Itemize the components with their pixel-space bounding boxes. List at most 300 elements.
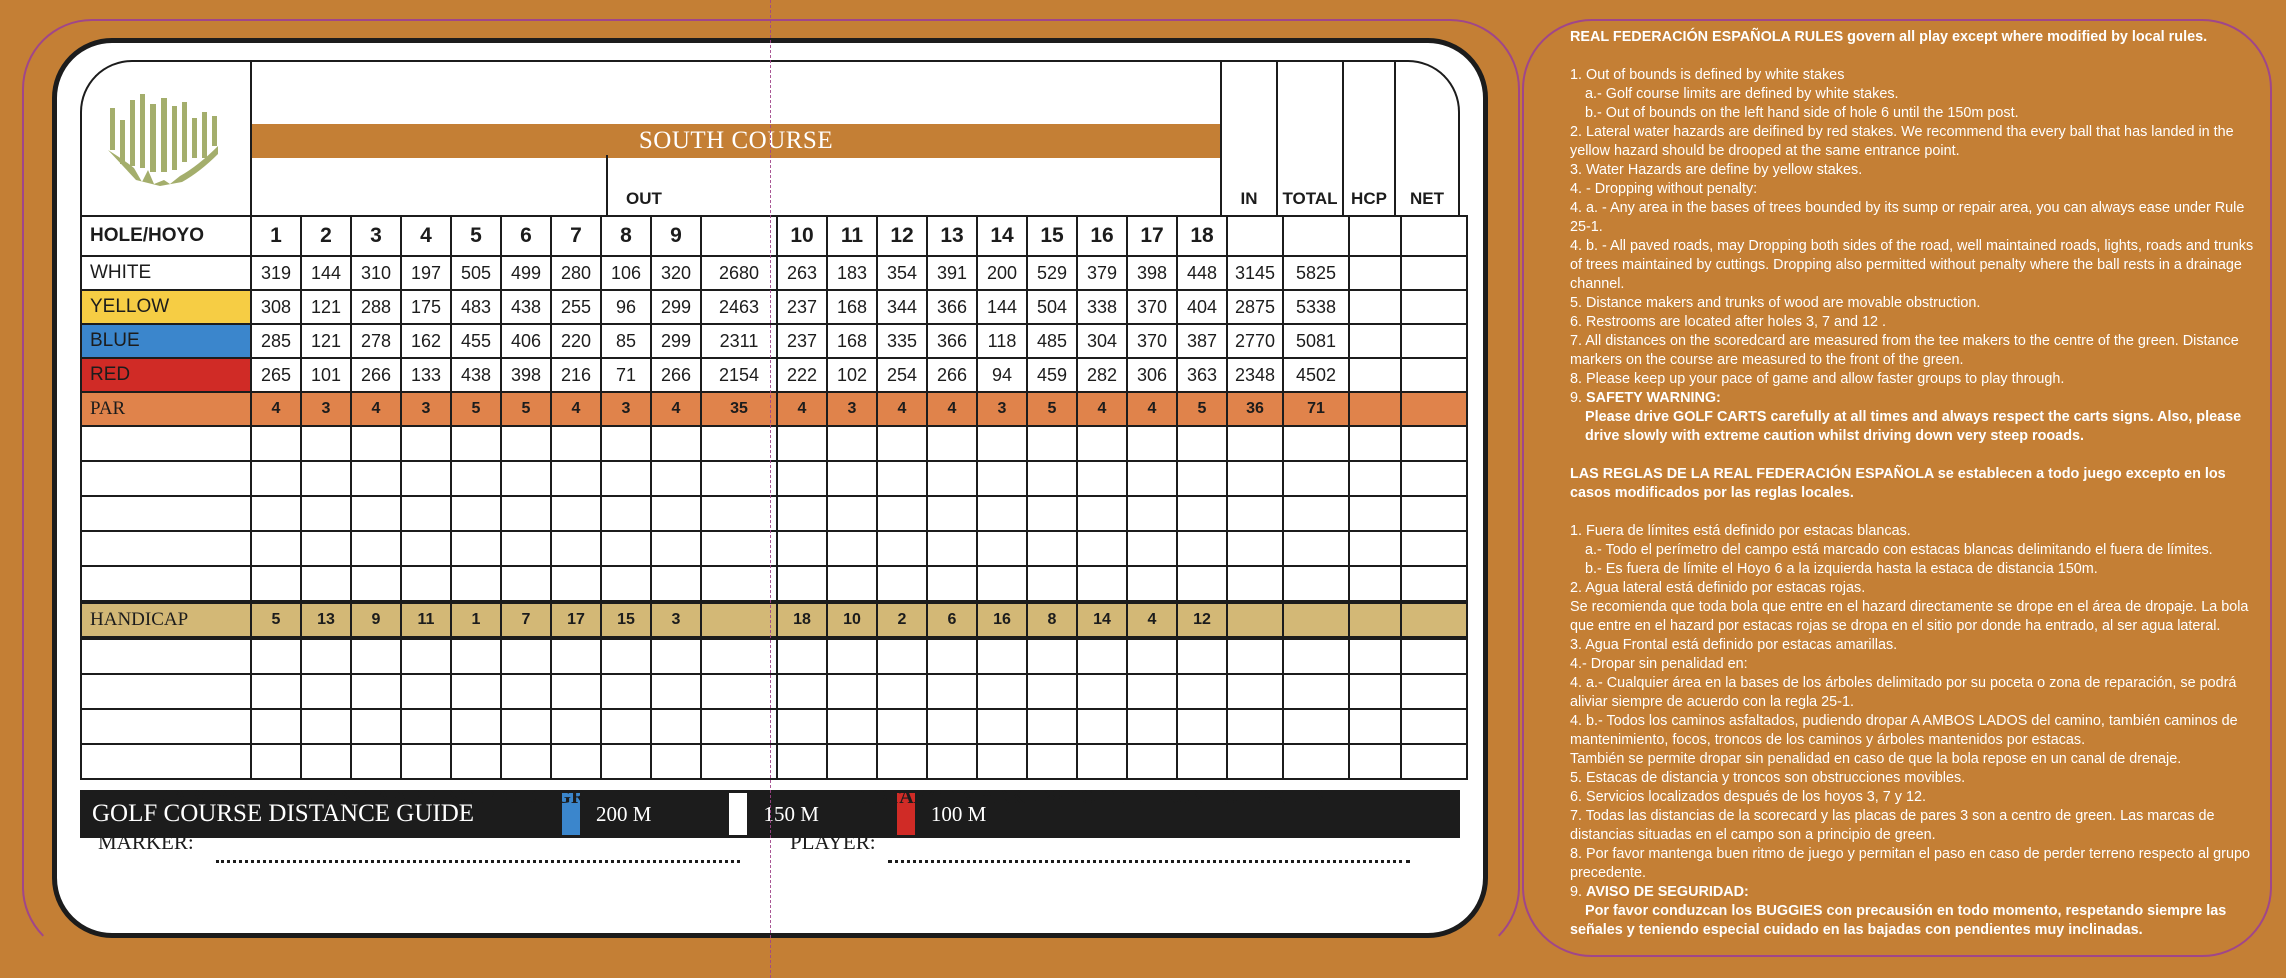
player-signature-line[interactable] — [888, 860, 1410, 863]
distance-cell: 288 — [351, 290, 401, 324]
distance-cell: 366 — [927, 290, 977, 324]
score-entry-cell[interactable] — [1177, 461, 1227, 496]
score-entry-cell[interactable] — [651, 709, 701, 744]
score-entry-cell[interactable] — [977, 674, 1027, 709]
score-entry-cell[interactable] — [351, 709, 401, 744]
score-entry-cell[interactable] — [977, 496, 1027, 531]
score-entry-cell[interactable] — [351, 638, 401, 674]
score-entry-cell[interactable] — [1401, 638, 1467, 674]
score-entry-cell[interactable] — [977, 744, 1027, 779]
score-entry-cell[interactable] — [501, 496, 551, 531]
par-cell: 3 — [301, 392, 351, 426]
score-entry-cell[interactable] — [1283, 426, 1349, 461]
score-entry-cell[interactable] — [1127, 496, 1177, 531]
score-entry-cell[interactable] — [251, 461, 301, 496]
distance-cell: 529 — [1027, 256, 1077, 290]
score-entry-cell[interactable] — [827, 461, 877, 496]
score-entry-cell[interactable] — [1227, 496, 1283, 531]
score-entry-cell[interactable] — [777, 426, 827, 461]
score-entry-cell[interactable] — [551, 426, 601, 461]
score-entry-cell[interactable] — [551, 709, 601, 744]
score-entry-cell[interactable] — [501, 709, 551, 744]
score-entry-cell[interactable] — [301, 674, 351, 709]
distance-cell: 265 — [251, 358, 301, 392]
score-entry-cell[interactable] — [827, 744, 877, 779]
distance-cell: 379 — [1077, 256, 1127, 290]
score-entry-cell[interactable] — [1027, 744, 1077, 779]
handicap-cell: 9 — [351, 602, 401, 638]
score-entry-cell[interactable] — [1027, 709, 1077, 744]
score-entry-cell[interactable] — [451, 744, 501, 779]
score-entry-cell[interactable] — [251, 638, 301, 674]
score-entry-cell[interactable] — [651, 674, 701, 709]
score-entry-cell[interactable] — [451, 638, 501, 674]
score-entry-cell[interactable] — [501, 674, 551, 709]
distance-cell: 338 — [1077, 290, 1127, 324]
score-entry-cell[interactable] — [927, 531, 977, 566]
footer-heading-en: DISTANCE MARKERS TO THE FRONT OF GREEN — [854, 786, 1326, 808]
player-score-row — [81, 638, 1467, 674]
rule-item: También se permite dropar sin penalidad en caso de que la bola repose en un canal de drenaje. — [1570, 751, 2182, 767]
out-total: 2463 — [701, 290, 777, 324]
distance-cell: 255 — [551, 290, 601, 324]
hole-number: 18 — [1177, 216, 1227, 256]
score-entry-cell[interactable] — [651, 461, 701, 496]
score-entry-cell[interactable] — [1177, 674, 1227, 709]
distance-cell: 438 — [501, 290, 551, 324]
footer-heading-es: MARCAS DE DISTANCIA A PRINCIPIO DE GREEN — [153, 786, 627, 808]
distance-cell: 483 — [451, 290, 501, 324]
player-name-cell[interactable] — [81, 461, 251, 496]
score-entry-cell[interactable] — [501, 426, 551, 461]
in-total: 3145 — [1227, 256, 1283, 290]
score-entry-cell[interactable] — [251, 496, 301, 531]
player-name-cell[interactable] — [81, 638, 251, 674]
score-entry-cell[interactable] — [1349, 496, 1401, 531]
score-entry-cell[interactable] — [401, 744, 451, 779]
distance-cell: 387 — [1177, 324, 1227, 358]
score-entry-cell[interactable] — [301, 496, 351, 531]
score-entry-cell[interactable] — [651, 531, 701, 566]
par-cell: 4 — [251, 392, 301, 426]
score-entry-cell[interactable] — [877, 496, 927, 531]
score-entry-cell[interactable] — [877, 709, 927, 744]
score-entry-cell[interactable] — [551, 496, 601, 531]
score-entry-cell[interactable] — [1227, 638, 1283, 674]
score-entry-cell[interactable] — [1027, 426, 1077, 461]
score-entry-cell[interactable] — [601, 709, 651, 744]
score-entry-cell[interactable] — [827, 674, 877, 709]
score-entry-cell[interactable] — [1401, 709, 1467, 744]
score-entry-cell[interactable] — [877, 461, 927, 496]
score-entry-cell[interactable] — [1283, 461, 1349, 496]
score-entry-cell[interactable] — [1077, 744, 1127, 779]
score-entry-cell[interactable] — [451, 426, 501, 461]
score-entry-cell[interactable] — [251, 709, 301, 744]
par-cell: 5 — [451, 392, 501, 426]
distance-cell: 344 — [877, 290, 927, 324]
score-entry-cell[interactable] — [701, 531, 777, 566]
rule-item: a.- Golf course limits are defined by white stakes. — [1585, 86, 1899, 102]
score-entry-cell[interactable] — [877, 744, 927, 779]
score-entry-cell[interactable] — [501, 638, 551, 674]
player-score-row — [81, 531, 1467, 566]
score-entry-cell[interactable] — [1349, 566, 1401, 602]
score-entry-cell[interactable] — [351, 566, 401, 602]
score-entry-cell[interactable] — [1283, 566, 1349, 602]
score-entry-cell[interactable] — [301, 566, 351, 602]
summary-cell — [1401, 216, 1467, 256]
score-entry-cell[interactable] — [1177, 566, 1227, 602]
score-entry-cell[interactable] — [1283, 638, 1349, 674]
player-name-cell[interactable] — [81, 744, 251, 779]
distance-cell: 121 — [301, 324, 351, 358]
tee-row-red — [81, 358, 1467, 392]
score-entry-cell[interactable] — [1177, 744, 1227, 779]
score-entry-cell[interactable] — [551, 461, 601, 496]
score-entry-cell[interactable] — [1077, 496, 1127, 531]
score-entry-cell[interactable] — [601, 426, 651, 461]
score-entry-cell[interactable] — [1283, 674, 1349, 709]
score-entry-cell[interactable] — [1227, 674, 1283, 709]
score-entry-cell[interactable] — [401, 426, 451, 461]
score-entry-cell[interactable] — [401, 638, 451, 674]
score-entry-cell[interactable] — [1127, 461, 1177, 496]
score-entry-cell[interactable] — [351, 531, 401, 566]
score-entry-cell[interactable] — [877, 638, 927, 674]
score-entry-cell[interactable] — [351, 674, 401, 709]
rule-item: 7. All distances on the scoredcard are measured from the tee makers to the centre of the green. Distance markers on the course are measured to the front of the green. — [1570, 333, 2239, 368]
score-entry-cell[interactable] — [977, 709, 1027, 744]
handicap-out — [701, 602, 777, 638]
distance-cell: 222 — [777, 358, 827, 392]
score-entry-cell[interactable] — [301, 461, 351, 496]
score-entry-cell[interactable] — [501, 566, 551, 602]
hole-number: 16 — [1077, 216, 1127, 256]
hole-number: 2 — [301, 216, 351, 256]
handicap-cell: 13 — [301, 602, 351, 638]
score-entry-cell[interactable] — [977, 461, 1027, 496]
score-entry-cell[interactable] — [1401, 674, 1467, 709]
score-entry-cell[interactable] — [827, 531, 877, 566]
score-entry-cell[interactable] — [451, 566, 501, 602]
distance-guide-title: GOLF COURSE DISTANCE GUIDE — [92, 800, 475, 827]
score-entry-cell[interactable] — [1349, 531, 1401, 566]
score-entry-cell[interactable] — [1177, 496, 1227, 531]
score-entry-cell[interactable] — [877, 674, 927, 709]
handicap-cell: 11 — [401, 602, 451, 638]
out-total: 2154 — [701, 358, 777, 392]
player-name-cell[interactable] — [81, 531, 251, 566]
score-entry-cell[interactable] — [401, 674, 451, 709]
score-entry-cell[interactable] — [1349, 744, 1401, 779]
score-entry-cell[interactable] — [827, 496, 877, 531]
player-name-cell[interactable] — [81, 496, 251, 531]
score-entry-cell[interactable] — [601, 531, 651, 566]
score-entry-cell[interactable] — [651, 638, 701, 674]
score-entry-cell[interactable] — [977, 531, 1027, 566]
score-entry-cell[interactable] — [301, 426, 351, 461]
score-entry-cell[interactable] — [1077, 531, 1127, 566]
score-entry-cell[interactable] — [551, 744, 601, 779]
score-entry-cell[interactable] — [601, 566, 651, 602]
score-entry-cell[interactable] — [1349, 709, 1401, 744]
score-entry-cell[interactable] — [1027, 531, 1077, 566]
rule-item: 7. Todas las distancias de la scorecard y las placas de pares 3 son a centro de green. Las marcas de distancias situadas en el campo son a principio de green. — [1570, 808, 2215, 843]
score-entry-cell[interactable] — [1127, 426, 1177, 461]
handicap-cell: 8 — [1027, 602, 1077, 638]
score-entry-cell[interactable] — [601, 744, 651, 779]
score-entry-cell[interactable] — [601, 674, 651, 709]
score-entry-cell[interactable] — [1227, 531, 1283, 566]
grand-total: 5825 — [1283, 256, 1349, 290]
rules-en-list — [1570, 66, 2260, 389]
score-entry-cell[interactable] — [927, 674, 977, 709]
score-entry-cell[interactable] — [1283, 531, 1349, 566]
score-entry-cell[interactable] — [501, 744, 551, 779]
score-entry-cell[interactable] — [927, 709, 977, 744]
score-entry-cell[interactable] — [827, 638, 877, 674]
score-entry-cell[interactable] — [977, 426, 1027, 461]
score-entry-cell[interactable] — [1401, 496, 1467, 531]
distance-cell: 71 — [601, 358, 651, 392]
rules-en-title-rest: govern all play except where modified by local rules. — [1843, 29, 2208, 45]
score-entry-cell[interactable] — [701, 709, 777, 744]
score-entry-cell[interactable] — [1227, 566, 1283, 602]
score-entry-cell[interactable] — [1027, 638, 1077, 674]
rules-en-safety — [1570, 389, 2260, 408]
distance-cell: 94 — [977, 358, 1027, 392]
score-entry-cell[interactable] — [701, 566, 777, 602]
distance-cell: 266 — [351, 358, 401, 392]
score-entry-cell[interactable] — [777, 496, 827, 531]
score-entry-cell[interactable] — [251, 426, 301, 461]
score-entry-cell[interactable] — [777, 674, 827, 709]
rule-item: 3. Water Hazards are define by yellow stakes. — [1570, 162, 1863, 178]
score-entry-cell[interactable] — [451, 674, 501, 709]
distance-cell: 354 — [877, 256, 927, 290]
score-entry-cell[interactable] — [551, 566, 601, 602]
score-entry-cell[interactable] — [1027, 674, 1077, 709]
score-entry-cell[interactable] — [1127, 531, 1177, 566]
tee-label: YELLOW — [81, 290, 251, 324]
score-entry-cell[interactable] — [551, 531, 601, 566]
score-entry-cell[interactable] — [301, 709, 351, 744]
score-entry-cell[interactable] — [1401, 531, 1467, 566]
score-entry-cell[interactable] — [701, 744, 777, 779]
distance-cell: 278 — [351, 324, 401, 358]
score-entry-cell[interactable] — [927, 461, 977, 496]
score-entry-cell[interactable] — [351, 426, 401, 461]
score-entry-cell[interactable] — [1401, 461, 1467, 496]
score-entry-cell[interactable] — [1077, 674, 1127, 709]
score-entry-cell[interactable] — [701, 426, 777, 461]
score-entry-cell[interactable] — [1127, 638, 1177, 674]
score-entry-cell[interactable] — [1077, 461, 1127, 496]
score-entry-cell[interactable] — [877, 426, 927, 461]
score-entry-cell[interactable] — [777, 531, 827, 566]
score-entry-cell[interactable] — [1177, 638, 1227, 674]
handicap-row — [81, 602, 1467, 638]
hole-number: 6 — [501, 216, 551, 256]
rules-en-safety-number: 9. — [1570, 390, 1586, 406]
hole-number: 12 — [877, 216, 927, 256]
score-entry-cell[interactable] — [651, 566, 701, 602]
score-entry-cell[interactable] — [1027, 496, 1077, 531]
score-entry-cell[interactable] — [1401, 426, 1467, 461]
summary-cell — [1283, 602, 1349, 638]
score-entry-cell[interactable] — [1349, 674, 1401, 709]
score-entry-cell[interactable] — [1177, 531, 1227, 566]
score-entry-cell[interactable] — [451, 496, 501, 531]
player-label: PLAYER: — [790, 830, 876, 854]
score-entry-cell[interactable] — [401, 496, 451, 531]
in-total: 2770 — [1227, 324, 1283, 358]
score-entry-cell[interactable] — [1027, 566, 1077, 602]
player-score-row — [81, 709, 1467, 744]
score-entry-cell[interactable] — [601, 496, 651, 531]
score-entry-cell[interactable] — [1349, 461, 1401, 496]
score-entry-cell[interactable] — [251, 566, 301, 602]
score-entry-cell[interactable] — [877, 566, 927, 602]
distance-cell: 266 — [651, 358, 701, 392]
score-entry-cell[interactable] — [977, 638, 1027, 674]
par-in: 36 — [1227, 392, 1283, 426]
rules-en-safety-body: Please drive GOLF CARTS carefully at all times and always respect the carts signs. Also, please drive slowly with extreme caution whilst driving down very steep rooads. — [1585, 409, 2242, 444]
player-name-cell[interactable] — [81, 709, 251, 744]
score-table — [80, 215, 1468, 780]
score-entry-cell[interactable] — [501, 461, 551, 496]
distance-cell: 133 — [401, 358, 451, 392]
marker-label: MARKER: — [98, 830, 194, 854]
score-entry-cell[interactable] — [777, 461, 827, 496]
score-entry-cell[interactable] — [251, 744, 301, 779]
score-entry-cell[interactable] — [1401, 744, 1467, 779]
score-entry-cell[interactable] — [251, 531, 301, 566]
score-entry-cell[interactable] — [401, 461, 451, 496]
score-entry-cell[interactable] — [1227, 461, 1283, 496]
score-entry-cell[interactable] — [877, 531, 927, 566]
score-entry-cell[interactable] — [551, 638, 601, 674]
score-entry-cell[interactable] — [401, 709, 451, 744]
score-entry-cell[interactable] — [1177, 426, 1227, 461]
score-entry-cell[interactable] — [451, 461, 501, 496]
score-entry-cell[interactable] — [451, 531, 501, 566]
distance-cell: 285 — [251, 324, 301, 358]
score-entry-cell[interactable] — [1127, 674, 1177, 709]
score-entry-cell[interactable] — [551, 674, 601, 709]
score-entry-cell[interactable] — [927, 496, 977, 531]
score-entry-cell[interactable] — [1283, 496, 1349, 531]
rule-item: 5. Distance makers and trunks of wood are movable obstruction. — [1570, 295, 1981, 311]
score-entry-cell[interactable] — [701, 461, 777, 496]
score-entry-cell[interactable] — [1227, 744, 1283, 779]
score-entry-cell[interactable] — [1027, 461, 1077, 496]
score-entry-cell[interactable] — [777, 638, 827, 674]
score-entry-cell[interactable] — [1077, 709, 1127, 744]
score-entry-cell[interactable] — [701, 496, 777, 531]
score-entry-cell[interactable] — [251, 674, 301, 709]
score-entry-cell[interactable] — [651, 426, 701, 461]
score-entry-cell[interactable] — [451, 709, 501, 744]
score-entry-cell[interactable] — [1227, 709, 1283, 744]
net-cell — [1401, 358, 1467, 392]
score-entry-cell[interactable] — [351, 496, 401, 531]
distance-cell: 220 — [551, 324, 601, 358]
score-entry-cell[interactable] — [777, 744, 827, 779]
score-entry-cell[interactable] — [927, 744, 977, 779]
distance-cell: 197 — [401, 256, 451, 290]
score-entry-cell[interactable] — [927, 426, 977, 461]
score-entry-cell[interactable] — [1401, 566, 1467, 602]
score-entry-cell[interactable] — [1077, 638, 1127, 674]
par-cell: 5 — [1027, 392, 1077, 426]
score-entry-cell[interactable] — [301, 744, 351, 779]
rule-item: 4.- Dropar sin penalidad en: — [1570, 656, 1748, 672]
score-entry-cell[interactable] — [401, 531, 451, 566]
score-entry-cell[interactable] — [777, 566, 827, 602]
par-cell: 3 — [827, 392, 877, 426]
score-entry-cell[interactable] — [501, 531, 551, 566]
score-entry-cell[interactable] — [777, 709, 827, 744]
score-entry-cell[interactable] — [927, 566, 977, 602]
score-entry-cell[interactable] — [301, 531, 351, 566]
marker-signature-line[interactable] — [216, 860, 740, 863]
distance-cell: 308 — [251, 290, 301, 324]
score-entry-cell[interactable] — [351, 744, 401, 779]
score-entry-cell[interactable] — [601, 638, 651, 674]
score-entry-cell[interactable] — [827, 426, 877, 461]
marker-label-100: 100 M — [930, 801, 987, 826]
player-name-cell[interactable] — [81, 566, 251, 602]
score-entry-cell[interactable] — [927, 638, 977, 674]
score-entry-cell[interactable] — [977, 566, 1027, 602]
score-entry-cell[interactable] — [651, 744, 701, 779]
score-entry-cell[interactable] — [1283, 744, 1349, 779]
rule-item: 8. Por favor mantenga buen ritmo de juego y permitan el paso en caso de perder terreno respecto al grupo precedente. — [1570, 846, 2250, 881]
distance-cell: 282 — [1077, 358, 1127, 392]
score-entry-cell[interactable] — [1127, 744, 1177, 779]
rule-item: 4. a.- Cualquier área en la bases de los árboles delimitado por su poceta o zona de reparación, se podrá aliviar siempre de acuerdo con la regla 25-1. — [1570, 675, 2237, 710]
distance-cell: 448 — [1177, 256, 1227, 290]
player-score-row — [81, 566, 1467, 602]
score-entry-cell[interactable] — [601, 461, 651, 496]
score-entry-cell[interactable] — [301, 638, 351, 674]
score-entry-cell[interactable] — [351, 461, 401, 496]
score-entry-cell[interactable] — [1349, 638, 1401, 674]
net-cell — [1401, 290, 1467, 324]
score-entry-cell[interactable] — [651, 496, 701, 531]
score-entry-cell[interactable] — [827, 566, 877, 602]
score-entry-cell[interactable] — [1077, 426, 1127, 461]
score-entry-cell[interactable] — [1283, 709, 1349, 744]
score-entry-cell[interactable] — [1177, 709, 1227, 744]
score-entry-cell[interactable] — [1227, 426, 1283, 461]
score-entry-cell[interactable] — [1127, 566, 1177, 602]
score-entry-cell[interactable] — [1077, 566, 1127, 602]
score-entry-cell[interactable] — [827, 709, 877, 744]
player-name-cell[interactable] — [81, 674, 251, 709]
score-entry-cell[interactable] — [701, 638, 777, 674]
score-entry-cell[interactable] — [1349, 426, 1401, 461]
rule-item: b.- Out of bounds on the left hand side of hole 6 until the 150m post. — [1585, 105, 2019, 121]
handicap-cell: 1 — [451, 602, 501, 638]
score-entry-cell[interactable] — [401, 566, 451, 602]
total-header: TOTAL — [1276, 60, 1342, 215]
score-entry-cell[interactable] — [701, 674, 777, 709]
score-entry-cell[interactable] — [1127, 709, 1177, 744]
player-name-cell[interactable] — [81, 426, 251, 461]
